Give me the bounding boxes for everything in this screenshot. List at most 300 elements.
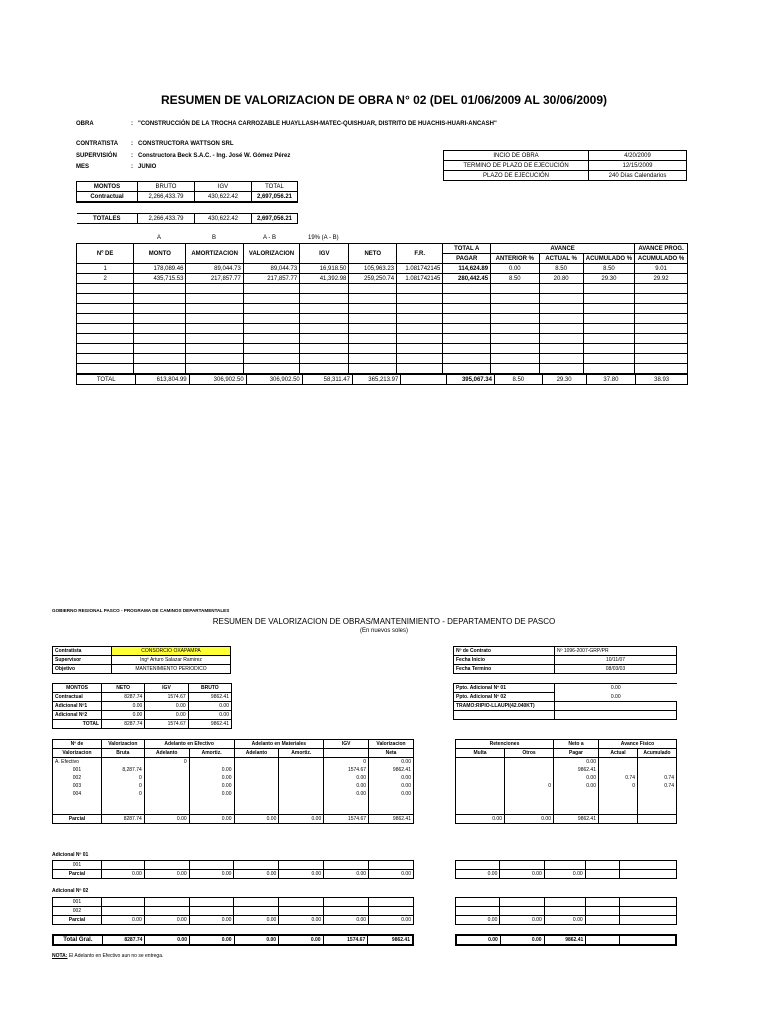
table-cell: 001 bbox=[53, 861, 102, 870]
table-cell bbox=[101, 861, 144, 870]
table-row bbox=[77, 334, 688, 344]
table-row bbox=[456, 916, 677, 925]
montos-cell: 0.00 bbox=[102, 702, 145, 711]
mes-colon: : bbox=[131, 164, 133, 170]
table-cell bbox=[599, 798, 638, 806]
table-cell: 0.00 bbox=[324, 790, 369, 798]
col-header: Neta bbox=[369, 749, 414, 758]
table-cell: 1 bbox=[77, 264, 134, 274]
col-header: Neto a bbox=[554, 740, 599, 749]
table-cell bbox=[53, 798, 102, 806]
table-cell bbox=[234, 790, 279, 798]
table-cell bbox=[456, 782, 505, 790]
supervision-label: SUPERVISIÓN bbox=[76, 153, 117, 159]
table-row bbox=[77, 314, 688, 324]
table-cell bbox=[101, 806, 144, 815]
doc2-info-right bbox=[453, 646, 677, 674]
table-cell bbox=[101, 798, 144, 806]
parcial-cell: 0.00 bbox=[324, 870, 369, 879]
adic1-right-table bbox=[455, 860, 677, 879]
table-row bbox=[77, 324, 688, 334]
total-cell: 613,804.99 bbox=[136, 375, 189, 385]
col-header: AVANCE bbox=[491, 244, 635, 254]
total-cell: 395,067.34 bbox=[446, 375, 494, 385]
total-cell: 306,902.50 bbox=[189, 375, 246, 385]
table-cell bbox=[324, 806, 369, 815]
col-header: Valorizacion bbox=[369, 740, 414, 749]
adic2-title: Adicional Nº 02 bbox=[52, 888, 89, 894]
table-cell bbox=[234, 766, 279, 774]
table-cell: 0.00 bbox=[369, 774, 414, 782]
table-cell: 0.00 bbox=[324, 782, 369, 790]
table-cell bbox=[599, 758, 638, 767]
table-row bbox=[53, 774, 414, 782]
table-cell bbox=[369, 806, 414, 815]
info-value: Ingº Arturo Salazar Ramirez bbox=[112, 656, 231, 665]
table-row bbox=[456, 798, 677, 806]
table-cell: 0 bbox=[101, 790, 144, 798]
adic1-left-table bbox=[52, 860, 414, 879]
montos-cell: 9862.41 bbox=[188, 693, 231, 702]
col-header: ACTUAL % bbox=[539, 254, 583, 264]
col-header: IGV bbox=[300, 244, 349, 264]
table-cell bbox=[599, 806, 638, 815]
col-header: Otros bbox=[505, 749, 554, 758]
table-cell: 9862.41 bbox=[369, 766, 414, 774]
table-cell: 0.00 bbox=[189, 782, 234, 790]
montos-header: IGV bbox=[145, 684, 188, 693]
table-row bbox=[77, 304, 688, 314]
table-cell: 002 bbox=[53, 774, 102, 782]
letter-a: A bbox=[157, 235, 162, 241]
info-label: Fecha Termino bbox=[454, 665, 555, 674]
plazo-row bbox=[444, 161, 687, 171]
parcial-cell bbox=[638, 815, 677, 824]
montos-cell: 1574.67 bbox=[145, 693, 188, 702]
table-cell: 16,918.50 bbox=[300, 264, 349, 274]
table-cell: 001 bbox=[53, 766, 102, 774]
table-cell: 0.00 bbox=[554, 782, 599, 790]
mes-value: JUNIO bbox=[138, 164, 157, 170]
col-header: VALORIZACION bbox=[243, 244, 299, 264]
parcial-cell: 0.00 bbox=[189, 916, 234, 925]
table-row bbox=[77, 264, 688, 274]
table-cell: 2 bbox=[77, 274, 134, 284]
montos-header: NETO bbox=[102, 684, 145, 693]
table-cell bbox=[324, 798, 369, 806]
table-row bbox=[53, 907, 414, 916]
parcial-cell: 0.00 bbox=[234, 815, 279, 824]
parcial-cell: 8287.74 bbox=[101, 815, 144, 824]
table-cell: 105,963.23 bbox=[349, 264, 397, 274]
table-row bbox=[77, 274, 688, 284]
table-cell bbox=[234, 758, 279, 767]
total-cell: 58,311.47 bbox=[302, 375, 352, 385]
table-cell bbox=[189, 898, 234, 907]
montos-header: IGV bbox=[195, 182, 252, 192]
montos-cell: 9862.41 bbox=[188, 720, 231, 729]
doc1-title: RESUMEN DE VALORIZACION DE OBRA N° 02 (DEL 01/06/2009 AL 30/06/2009) bbox=[160, 93, 608, 107]
col-header: Avance Físico bbox=[599, 740, 677, 749]
montos-cell: 0.00 bbox=[102, 711, 145, 720]
col-header: F.R. bbox=[397, 244, 443, 264]
table-cell: 259,250.74 bbox=[349, 274, 397, 284]
table-cell bbox=[279, 798, 324, 806]
plazo-label: TERMINO DE PLAZO DE EJECUCIÓN bbox=[444, 161, 589, 171]
ppto-value: 0.00 bbox=[555, 684, 677, 693]
montos-cell: 8287.74 bbox=[102, 693, 145, 702]
table-row bbox=[77, 344, 688, 354]
parcial-cell: 9862.41 bbox=[554, 815, 599, 824]
col-header: Actual bbox=[599, 749, 638, 758]
table-cell bbox=[456, 758, 505, 767]
col-header: Adelanto en Materiales bbox=[234, 740, 324, 749]
table-row bbox=[53, 720, 232, 729]
total-cell: 365,213.97 bbox=[352, 375, 400, 385]
parcial-cell: Parcial bbox=[53, 916, 102, 925]
parcial-cell bbox=[620, 916, 677, 925]
table-cell bbox=[638, 758, 677, 767]
table-cell bbox=[554, 798, 599, 806]
table-cell: 8.50 bbox=[583, 264, 634, 274]
table-cell bbox=[189, 907, 234, 916]
total-cell: 37.80 bbox=[586, 375, 636, 385]
col-header: PAGAR bbox=[443, 254, 491, 264]
total-cell bbox=[401, 375, 446, 385]
table-cell: 0.00 bbox=[369, 790, 414, 798]
parcial-cell: Parcial bbox=[53, 815, 102, 824]
plazo-label: INCIO DE OBRA bbox=[444, 151, 589, 161]
table-cell bbox=[234, 907, 279, 916]
valorizacion-table bbox=[76, 243, 688, 374]
ppto-label: TRAMO:RIPIO-LLAUPI(42.040KT) bbox=[454, 702, 555, 711]
montos-cell: 430,622.42 bbox=[195, 214, 252, 224]
table-cell bbox=[279, 806, 324, 815]
table-row bbox=[456, 815, 677, 824]
supervision-value: Constructora Beck S.A.C. - Ing. José W. Gómez Pérez bbox=[138, 153, 291, 159]
col-header: IGV bbox=[324, 740, 369, 749]
table-cell: 435,715.53 bbox=[134, 274, 186, 284]
montos-cell: TOTALES bbox=[93, 215, 121, 222]
total-cell: 9862.41 bbox=[368, 935, 413, 945]
montos-cell: 430,622.42 bbox=[195, 192, 252, 203]
table-cell: 0 bbox=[599, 782, 638, 790]
doc2-left-table bbox=[52, 739, 414, 824]
col-header: Multa bbox=[456, 749, 505, 758]
table-row bbox=[53, 711, 232, 720]
table-cell bbox=[101, 758, 144, 767]
letter-a-minus-b: A - B bbox=[263, 235, 277, 241]
montos-cell: Contractual bbox=[53, 693, 102, 702]
doc2-right-table bbox=[455, 739, 677, 824]
montos-cell: 1574.67 bbox=[145, 720, 188, 729]
supervision-colon: : bbox=[131, 153, 133, 159]
table-cell bbox=[369, 907, 414, 916]
doc2-title: RESUMEN DE VALORIZACION DE OBRAS/MANTENIMIENTO - DEPARTAMENTO DE PASCO bbox=[212, 617, 556, 626]
table-cell: 41,392.98 bbox=[300, 274, 349, 284]
table-cell: 0.00 bbox=[554, 758, 599, 767]
table-cell bbox=[279, 790, 324, 798]
table-cell bbox=[505, 766, 554, 774]
montos-header: TOTAL bbox=[252, 182, 298, 192]
doc2-info-left bbox=[52, 646, 231, 674]
col-header: Pagar bbox=[554, 749, 599, 758]
total-cell: 0.00 bbox=[279, 935, 324, 945]
plazo-value: 240 Días Calendarios bbox=[589, 171, 687, 181]
total-cell bbox=[620, 935, 676, 945]
ppto-value: 0.00 bbox=[610, 693, 621, 700]
table-cell bbox=[279, 782, 324, 790]
montos-cell: 2,266,433.79 bbox=[138, 192, 195, 203]
table-cell bbox=[234, 782, 279, 790]
col-header: Nº DE bbox=[77, 244, 134, 264]
info-label: Supervisor bbox=[53, 656, 112, 665]
info-label: Nº de Contrato bbox=[454, 647, 555, 656]
montos-cell: TOTAL bbox=[53, 720, 102, 729]
table-cell: 0.00 bbox=[554, 774, 599, 782]
adic2-left-table bbox=[52, 897, 414, 925]
table-row bbox=[456, 907, 677, 916]
adic2-right-table bbox=[455, 897, 677, 925]
table-row bbox=[456, 806, 677, 815]
table-row bbox=[456, 870, 677, 879]
montos-header: BRUTO bbox=[188, 684, 231, 693]
table-cell bbox=[456, 790, 505, 798]
table-cell: 004 bbox=[53, 790, 102, 798]
letter-b: B bbox=[212, 235, 217, 241]
plazo-table bbox=[443, 150, 687, 181]
mes-label: MES bbox=[76, 164, 90, 170]
table-cell: 0.00 bbox=[189, 790, 234, 798]
table-cell bbox=[144, 806, 189, 815]
table-row bbox=[456, 782, 677, 790]
col-header: ACUMULADO % bbox=[635, 254, 688, 264]
col-header: Retenciones bbox=[456, 740, 554, 749]
table-row bbox=[77, 294, 688, 304]
table-cell: 0.00 bbox=[189, 766, 234, 774]
col-header: Valorizacion bbox=[101, 740, 144, 749]
total-cell bbox=[586, 935, 620, 945]
table-cell bbox=[189, 806, 234, 815]
col-header: ACUMULADO % bbox=[583, 254, 634, 264]
table-cell: 8.50 bbox=[539, 264, 583, 274]
table-cell: 178,089.46 bbox=[134, 264, 186, 274]
montos-header: BRUTO bbox=[138, 182, 195, 192]
total-cell: 0.00 bbox=[488, 937, 498, 943]
table-cell: 001 bbox=[53, 898, 102, 907]
total-cell: 8.50 bbox=[494, 375, 542, 385]
ppto-label: Ppto. Adicional Nº 01 bbox=[454, 684, 555, 693]
parcial-cell bbox=[620, 870, 677, 879]
parcial-cell: 0.00 bbox=[189, 870, 234, 879]
parcial-cell: 0.00 bbox=[279, 916, 324, 925]
parcial-cell: Parcial bbox=[53, 870, 102, 879]
table-cell bbox=[456, 766, 505, 774]
table-row bbox=[456, 898, 677, 907]
col-header: ANTERIOR % bbox=[491, 254, 539, 264]
table-cell bbox=[189, 758, 234, 767]
info-value: 08/03/03 bbox=[555, 665, 677, 674]
table-row bbox=[53, 916, 414, 925]
col-header: Amortiz. bbox=[279, 749, 324, 758]
table-cell bbox=[638, 806, 677, 815]
table-cell bbox=[53, 806, 102, 815]
table-cell bbox=[599, 766, 638, 774]
table-row bbox=[456, 774, 677, 782]
parcial-cell: 0.00 bbox=[456, 916, 500, 925]
col-header: Nº de bbox=[53, 740, 102, 749]
doc2-subtitle: (En nuevos soles) bbox=[359, 628, 409, 634]
col-header: Amortiz. bbox=[189, 749, 234, 758]
parcial-cell: 0.00 bbox=[144, 870, 189, 879]
table-row bbox=[53, 815, 414, 824]
table-row bbox=[456, 766, 677, 774]
parcial-cell bbox=[585, 916, 619, 925]
parcial-cell: 0.00 bbox=[189, 815, 234, 824]
montos-cell: 8287.74 bbox=[102, 720, 145, 729]
contratista-colon: : bbox=[131, 141, 133, 147]
table-cell bbox=[144, 766, 189, 774]
table-cell bbox=[234, 774, 279, 782]
parcial-cell: 0.00 bbox=[456, 870, 500, 879]
table-row bbox=[53, 898, 414, 907]
total-cell: 1574.67 bbox=[323, 935, 368, 945]
parcial-cell: 0.00 bbox=[369, 916, 414, 925]
col-header: Valorizacion bbox=[53, 749, 102, 758]
parcial-cell: 9862.41 bbox=[369, 815, 414, 824]
table-cell bbox=[234, 898, 279, 907]
parcial-cell: 0.00 bbox=[101, 916, 144, 925]
table-cell: 20.80 bbox=[539, 274, 583, 284]
table-cell bbox=[599, 790, 638, 798]
table-cell bbox=[279, 898, 324, 907]
table-cell: 003 bbox=[53, 782, 102, 790]
table-cell: 89,044.73 bbox=[243, 264, 299, 274]
info-value: CONSORCIO OXAPAMPA bbox=[112, 647, 231, 656]
table-row bbox=[77, 354, 688, 364]
col-header: TOTAL A bbox=[443, 244, 491, 254]
table-cell: 1.081742145 bbox=[397, 274, 443, 284]
col-header: MONTO bbox=[134, 244, 186, 264]
doc2-montos bbox=[52, 683, 232, 729]
total-gral-left bbox=[52, 934, 414, 946]
col-header: NETO bbox=[349, 244, 397, 264]
table-cell: 89,044.73 bbox=[186, 264, 243, 274]
parcial-cell: 0.00 bbox=[324, 916, 369, 925]
table-cell bbox=[144, 798, 189, 806]
table-cell bbox=[144, 790, 189, 798]
nota bbox=[52, 953, 163, 959]
table-cell bbox=[279, 907, 324, 916]
table-cell: 0.00 bbox=[189, 774, 234, 782]
montos-cell: 2,697,056.21 bbox=[252, 192, 298, 203]
table-row bbox=[53, 806, 414, 815]
montos-cell: 0.00 bbox=[145, 711, 188, 720]
parcial-cell: 0.00 bbox=[456, 815, 505, 824]
table-cell bbox=[554, 806, 599, 815]
table-row bbox=[77, 364, 688, 374]
parcial-cell bbox=[599, 815, 638, 824]
table-cell: 0.00 bbox=[369, 782, 414, 790]
table-cell: 217,857.77 bbox=[186, 274, 243, 284]
table-cell: 0 bbox=[101, 782, 144, 790]
table-cell bbox=[369, 898, 414, 907]
parcial-cell: 0.00 bbox=[500, 870, 544, 879]
table-row bbox=[53, 693, 232, 702]
info-value: 10/11/07 bbox=[555, 656, 677, 665]
nota-label: NOTA: bbox=[52, 953, 68, 959]
table-cell: 0.74 bbox=[638, 782, 677, 790]
table-cell bbox=[234, 798, 279, 806]
table-cell: 0.74 bbox=[599, 774, 638, 782]
total-cell: 8287.74 bbox=[102, 935, 145, 945]
total-cell: 0.00 bbox=[234, 935, 279, 945]
table-cell bbox=[638, 766, 677, 774]
table-cell bbox=[144, 907, 189, 916]
ppto-label: Ppto. Adicional Nº 02 bbox=[454, 693, 555, 702]
contratista-label: CONTRATISTA bbox=[76, 141, 119, 147]
montos-cell: 2,266,433.79 bbox=[138, 214, 195, 224]
plazo-value: 12/15/2009 bbox=[589, 161, 687, 171]
parcial-cell: 0.00 bbox=[279, 815, 324, 824]
total-cell: Total Gral. bbox=[63, 937, 93, 943]
table-row bbox=[53, 861, 414, 870]
total-cell: 306,902.50 bbox=[246, 375, 302, 385]
table-cell bbox=[144, 774, 189, 782]
doc2-org: GOBIERNO REGIONAL PASCO - PROGRAMA DE CAMINOS DEPARTAMENTALES bbox=[52, 608, 230, 613]
col-header: Bruta bbox=[101, 749, 144, 758]
table-row bbox=[53, 782, 414, 790]
table-cell bbox=[369, 861, 414, 870]
table-cell bbox=[324, 861, 369, 870]
parcial-cell: 1574.67 bbox=[324, 815, 369, 824]
table-cell bbox=[234, 806, 279, 815]
total-cell: 38.93 bbox=[636, 375, 688, 385]
table-cell: 29.30 bbox=[583, 274, 634, 284]
table-cell: 0.74 bbox=[638, 774, 677, 782]
table-cell bbox=[505, 774, 554, 782]
table-cell: 9.01 bbox=[635, 264, 688, 274]
table-cell: 8,287.74 bbox=[101, 766, 144, 774]
montos-cell: 0.00 bbox=[188, 702, 231, 711]
table-cell: 1574.67 bbox=[324, 766, 369, 774]
table-row bbox=[53, 758, 414, 767]
col-header: Adelanto bbox=[144, 749, 189, 758]
montos-cell: 0.00 bbox=[145, 702, 188, 711]
table-cell bbox=[189, 798, 234, 806]
plazo-row bbox=[444, 151, 687, 161]
table-cell: 29.92 bbox=[635, 274, 688, 284]
table-row bbox=[53, 790, 414, 798]
table-cell bbox=[505, 798, 554, 806]
table-cell bbox=[456, 806, 505, 815]
col-header: AMORTIZACION bbox=[186, 244, 243, 264]
parcial-cell: 0.00 bbox=[279, 870, 324, 879]
table-cell: 114,624.89 bbox=[443, 264, 491, 274]
table-cell bbox=[189, 861, 234, 870]
table-cell: 0 bbox=[324, 758, 369, 767]
plazo-label: PLAZO DE EJECUCIÓN bbox=[444, 171, 589, 181]
ppto-value bbox=[555, 702, 677, 711]
nota-text: El Adelanto en Efectivo aun no se entrega. bbox=[67, 953, 164, 959]
table-cell: 002 bbox=[53, 907, 102, 916]
montos-header: MONTOS bbox=[77, 182, 138, 192]
table-row bbox=[53, 766, 414, 774]
total-gral-right bbox=[455, 934, 677, 946]
table-cell bbox=[554, 790, 599, 798]
table-cell bbox=[456, 798, 505, 806]
table-cell bbox=[279, 774, 324, 782]
